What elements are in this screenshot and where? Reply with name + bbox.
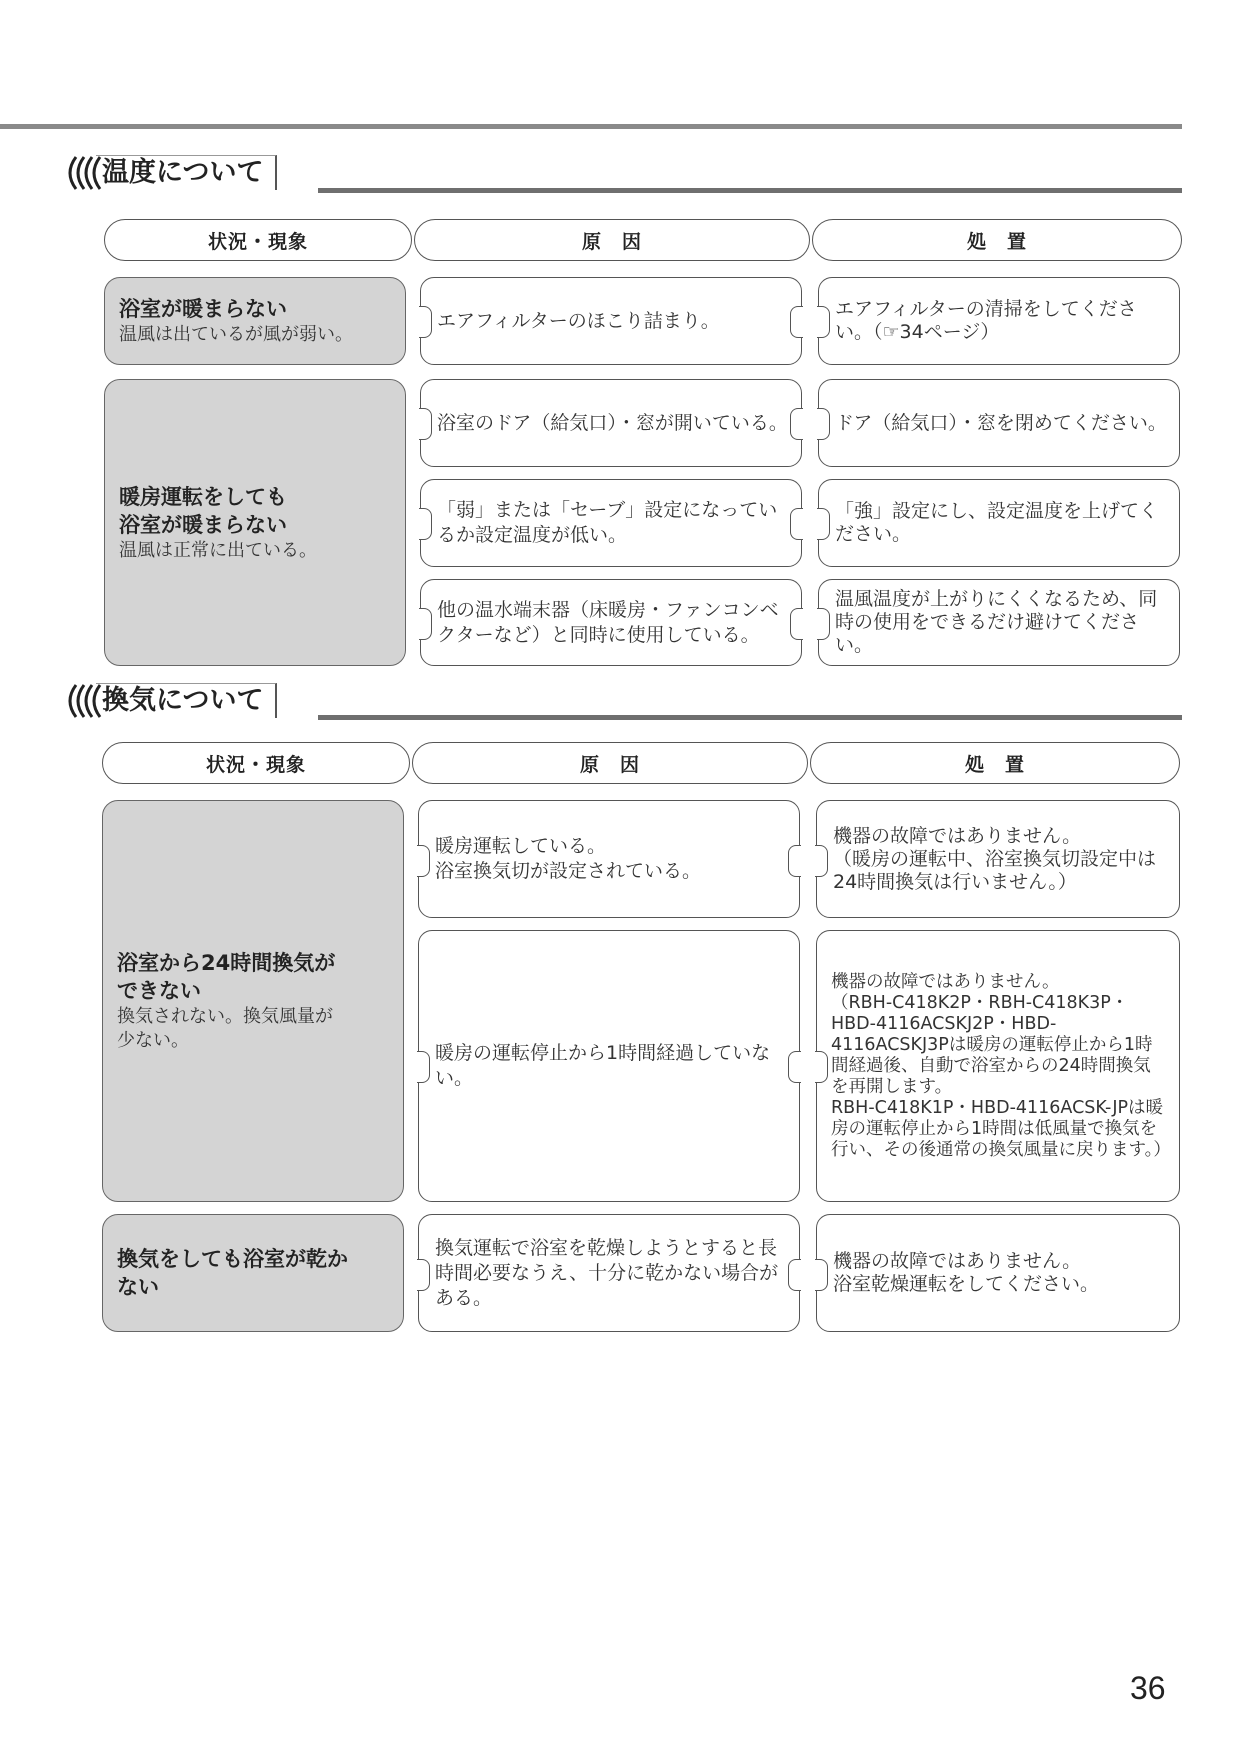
- cause-cell: [418, 800, 800, 918]
- cause-cell: [418, 930, 800, 1202]
- action-text: 機器の故障ではありません。 （暖房の運転中、浴室換気切設定中は24時間換気は行いません。）: [833, 824, 1157, 893]
- section-rule: [318, 188, 1182, 193]
- action-cell: [818, 277, 1180, 365]
- section-title-ventilation: [58, 683, 318, 719]
- action-text: 機器の故障ではありません。 浴室乾燥運転をしてください。: [833, 1250, 1100, 1295]
- action-text: 機器の故障ではありません。 （RBH-C418K2P・RBH-C418K3P・HBD-4116ACSKJ2P・HBD-4116ACSKJ3Pは暖房の運転停止から1時間経過後、自動で浴室からの24時間換気を再開します。 RBH-C418K1P・HBD-4116ACSK-JPは暖房の運転停止から1時間は低風量で換気を行い、その後通常の換気風量に戻ります。）: [831, 971, 1171, 1160]
- cause-text: エアフィルターのほこり詰まり。: [437, 309, 720, 332]
- action-cell: [818, 579, 1180, 666]
- situation-box: [104, 379, 406, 666]
- cause-text: 暖房運転している。 浴室換気切が設定されている。: [435, 835, 702, 882]
- section-title-temperature: [58, 155, 318, 191]
- header-situation: 状況・現象: [104, 219, 412, 261]
- header-action: 処 置: [810, 742, 1180, 784]
- situation-title: 浴室が暖まらない: [119, 297, 287, 321]
- action-text: エアフィルターの清掃をしてください。（☞34ページ）: [835, 298, 1137, 343]
- header-cause: 原 因: [412, 742, 808, 784]
- header-situation: 状況・現象: [102, 742, 410, 784]
- cause-cell: [420, 479, 802, 567]
- cause-cell: [420, 379, 802, 467]
- action-cell: [816, 1214, 1180, 1332]
- page-number: 36: [1130, 1670, 1166, 1706]
- cause-text: 他の温水端末器（床暖房・ファンコンベクターなど）と同時に使用している。: [437, 598, 779, 646]
- cause-cell: [418, 1214, 800, 1332]
- situation-title: 換気をしても浴室が乾か ない: [117, 1247, 348, 1299]
- header-cause: 原 因: [414, 219, 810, 261]
- situation-title: 暖房運転をしても 浴室が暖まらない: [119, 484, 287, 537]
- situation-box: [102, 800, 404, 1202]
- section-rule: [318, 715, 1182, 720]
- action-text: 「強」設定にし、設定温度を上げてください。: [835, 500, 1159, 545]
- action-cell: [818, 379, 1180, 467]
- situation-title: 浴室から24時間換気が できない: [117, 951, 336, 1003]
- action-text: 温風温度が上がりにくくなるため、同時の使用をできるだけ避けてください。: [835, 588, 1158, 656]
- situation-box: [104, 277, 406, 365]
- cause-text: 「弱」または「セーブ」設定になっているか設定温度が低い。: [437, 499, 778, 546]
- header-action: 処 置: [812, 219, 1182, 261]
- section-title-label: 温度について: [96, 155, 277, 190]
- cause-cell: [420, 277, 802, 365]
- cause-text: 浴室のドア（給気口）・窓が開いている。: [437, 411, 788, 434]
- situation-subtitle: 換気されない。換気風量が 少ない。: [117, 1006, 333, 1051]
- section-title-label: 換気について: [96, 683, 277, 718]
- action-cell: [818, 479, 1180, 567]
- situation-box: [102, 1214, 404, 1332]
- cause-text: 暖房の運転停止から1時間経過していない。: [435, 1042, 771, 1089]
- situation-subtitle: 温風は出ているが風が弱い。: [119, 324, 353, 345]
- cause-cell: [420, 579, 802, 666]
- action-cell: [816, 800, 1180, 918]
- action-text: ドア（給気口）・窓を閉めてください。: [835, 411, 1167, 434]
- action-cell: [816, 930, 1180, 1202]
- cause-text: 換気運転で浴室を乾燥しようとすると長時間必要なうえ、十分に乾かない場合がある。: [435, 1236, 779, 1309]
- situation-subtitle: 温風は正常に出ている。: [119, 539, 317, 561]
- top-rule: [0, 124, 1182, 129]
